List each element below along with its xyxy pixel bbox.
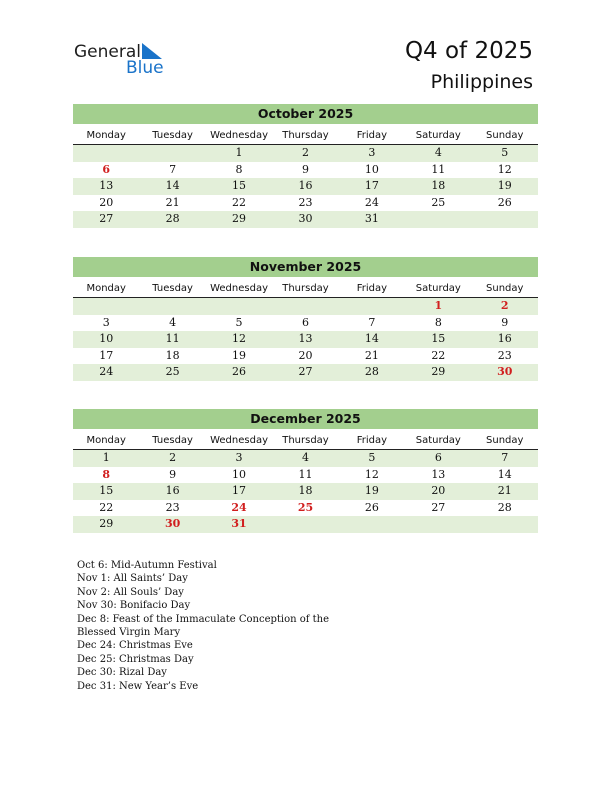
weekday-label: Monday [86, 130, 126, 141]
week-row [73, 178, 538, 195]
day-cell: 2 [500, 299, 509, 312]
day-cell: 15 [232, 179, 247, 193]
day-cell: 19 [232, 348, 247, 362]
holiday-note: Dec 31: New Year’s Eve [77, 680, 199, 692]
day-cell: 19 [364, 484, 379, 498]
day-cell: 13 [99, 179, 114, 193]
day-cell: 25 [297, 500, 314, 514]
holiday-note: Nov 1: All Saints’ Day [77, 573, 188, 585]
day-cell [73, 145, 139, 162]
calendar-december [73, 409, 538, 533]
day-cell [472, 211, 538, 228]
logo-flag-icon [142, 43, 162, 59]
day-cell [73, 298, 139, 315]
day-cell: 20 [431, 484, 446, 498]
day-cell: 6 [301, 315, 309, 329]
day-cell: 29 [232, 212, 247, 226]
day-cell: 17 [232, 484, 247, 498]
day-cell [405, 516, 471, 533]
day-cell: 5 [501, 146, 509, 159]
weekday-label: Saturday [415, 130, 461, 141]
day-cell: 3 [102, 315, 110, 329]
day-cell: 9 [169, 467, 177, 481]
holiday-notes [77, 559, 329, 693]
weekday-header-row [73, 127, 538, 145]
day-cell: 15 [431, 332, 446, 346]
day-cell: 16 [497, 332, 512, 346]
calendar-november [73, 257, 538, 381]
weekday-header-row [73, 280, 538, 298]
week-row [73, 364, 538, 381]
calendar-october [73, 104, 538, 228]
day-cell: 31 [231, 517, 247, 531]
weekday-label: Wednesday [210, 435, 268, 446]
weekday-label: Wednesday [210, 283, 268, 294]
day-cell: 22 [232, 195, 247, 209]
day-cell: 13 [431, 467, 446, 481]
week-row [73, 298, 538, 315]
day-cell: 8 [434, 315, 442, 329]
generalblue-logo [74, 42, 174, 78]
weekday-header-row [73, 432, 538, 450]
holiday-note: Dec 30: Rizal Day [77, 667, 167, 679]
country-name: Philippines [430, 71, 533, 93]
day-cell: 23 [165, 500, 180, 514]
weekday-label: Thursday [282, 435, 329, 446]
day-cell: 3 [368, 146, 376, 159]
week-row [73, 450, 538, 467]
month-title: October 2025 [73, 104, 538, 124]
page-title: Q4 of 2025 [404, 38, 533, 64]
day-cell: 16 [165, 484, 180, 498]
logo-word-general: General [74, 42, 141, 62]
day-cell: 1 [434, 299, 443, 312]
holiday-note: Dec 8: Feast of the Immaculate Conception of the [77, 613, 330, 625]
day-cell: 27 [431, 500, 446, 514]
day-cell: 24 [364, 195, 379, 209]
day-cell: 30 [497, 365, 513, 379]
day-cell: 31 [364, 212, 379, 226]
day-cell [339, 298, 405, 315]
week-row [73, 348, 538, 365]
day-cell: 25 [165, 365, 180, 379]
day-cell: 21 [497, 484, 512, 498]
holiday-note: Dec 24: Christmas Eve [77, 640, 193, 652]
logo-word-blue: Blue [126, 58, 164, 78]
day-cell: 23 [298, 195, 313, 209]
day-cell: 7 [368, 315, 376, 329]
month-title: November 2025 [73, 257, 538, 277]
day-cell: 10 [364, 162, 379, 176]
week-row [73, 162, 538, 179]
holiday-note: Oct 6: Mid-Autumn Festival [77, 560, 217, 571]
day-cell: 8 [102, 467, 111, 481]
holiday-note: Dec 25: Christmas Day [77, 653, 194, 665]
day-cell: 13 [298, 332, 313, 346]
day-cell: 29 [99, 517, 114, 531]
day-cell: 23 [497, 348, 512, 362]
week-row [73, 331, 538, 348]
week-row [73, 211, 538, 228]
day-cell: 10 [232, 467, 247, 481]
day-cell: 26 [232, 365, 247, 379]
day-cell: 11 [165, 332, 180, 346]
day-cell: 20 [298, 348, 313, 362]
weekday-label: Tuesday [152, 130, 193, 141]
week-row [73, 483, 538, 500]
weekday-label: Thursday [282, 130, 329, 141]
day-cell: 14 [165, 179, 180, 193]
day-cell: 9 [501, 315, 509, 329]
day-cell: 27 [298, 365, 313, 379]
day-cell: 5 [368, 451, 376, 464]
day-cell: 8 [235, 162, 243, 176]
day-cell: 1 [235, 146, 243, 159]
day-cell: 14 [497, 467, 512, 481]
day-cell: 15 [99, 484, 114, 498]
day-cell: 2 [169, 451, 177, 464]
day-cell: 11 [431, 162, 446, 176]
weekday-label: Sunday [486, 130, 524, 141]
day-cell: 19 [497, 179, 512, 193]
day-cell [339, 516, 405, 533]
weekday-label: Tuesday [152, 283, 193, 294]
day-cell: 22 [99, 500, 114, 514]
day-cell: 21 [165, 195, 180, 209]
day-cell: 11 [298, 467, 313, 481]
day-cell: 28 [165, 212, 180, 226]
week-row [73, 500, 538, 517]
day-cell: 20 [99, 195, 114, 209]
weekday-label: Tuesday [152, 435, 193, 446]
day-cell: 22 [431, 348, 446, 362]
week-row [73, 315, 538, 332]
day-cell: 28 [364, 365, 379, 379]
day-cell [206, 298, 272, 315]
weekday-label: Friday [356, 130, 388, 141]
day-cell: 25 [431, 195, 446, 209]
day-cell: 12 [232, 332, 247, 346]
weekday-label: Saturday [415, 435, 461, 446]
weekday-label: Sunday [486, 435, 524, 446]
day-cell: 26 [364, 500, 379, 514]
week-row [73, 516, 538, 533]
day-cell [272, 516, 338, 533]
day-cell: 21 [364, 348, 379, 362]
week-row [73, 195, 538, 212]
weekday-label: Sunday [486, 283, 524, 294]
day-cell: 18 [298, 484, 313, 498]
day-cell: 24 [231, 500, 247, 514]
holiday-note: Blessed Virgin Mary [77, 627, 181, 639]
day-cell: 17 [99, 348, 114, 362]
day-cell: 10 [99, 332, 114, 346]
day-cell: 4 [169, 315, 177, 329]
day-cell: 29 [431, 365, 446, 379]
day-cell: 7 [169, 162, 177, 176]
weekday-label: Thursday [282, 283, 329, 294]
holiday-note: Nov 2: All Souls’ Day [77, 586, 184, 598]
day-cell: 6 [434, 451, 442, 464]
weekday-label: Monday [86, 283, 126, 294]
day-cell [139, 298, 205, 315]
weekday-label: Saturday [415, 283, 461, 294]
holiday-note: Nov 30: Bonifacio Day [77, 600, 191, 612]
week-row [73, 467, 538, 484]
day-cell: 18 [165, 348, 180, 362]
day-cell [405, 211, 471, 228]
weekday-label: Wednesday [210, 130, 268, 141]
day-cell [272, 298, 338, 315]
weekday-label: Friday [356, 435, 388, 446]
day-cell: 30 [298, 212, 313, 226]
day-cell: 6 [102, 162, 111, 176]
day-cell: 27 [99, 212, 114, 226]
day-cell: 24 [99, 365, 114, 379]
week-row [73, 145, 538, 162]
day-cell: 3 [235, 451, 243, 464]
day-cell: 14 [364, 332, 379, 346]
day-cell: 4 [301, 451, 309, 464]
day-cell: 5 [235, 315, 243, 329]
day-cell: 12 [364, 467, 379, 481]
day-cell [472, 516, 538, 533]
day-cell: 12 [497, 162, 512, 176]
day-cell: 18 [431, 179, 446, 193]
month-title: December 2025 [73, 409, 538, 429]
day-cell: 7 [501, 451, 509, 464]
weekday-label: Monday [86, 435, 126, 446]
day-cell: 4 [434, 146, 442, 159]
day-cell: 17 [364, 179, 379, 193]
day-cell: 26 [497, 195, 512, 209]
day-cell: 9 [301, 162, 309, 176]
day-cell: 30 [164, 517, 181, 531]
day-cell: 28 [497, 500, 512, 514]
weekday-label: Friday [356, 283, 388, 294]
day-cell: 1 [102, 451, 110, 464]
day-cell [139, 145, 205, 162]
day-cell: 16 [298, 179, 313, 193]
day-cell: 2 [301, 146, 309, 159]
